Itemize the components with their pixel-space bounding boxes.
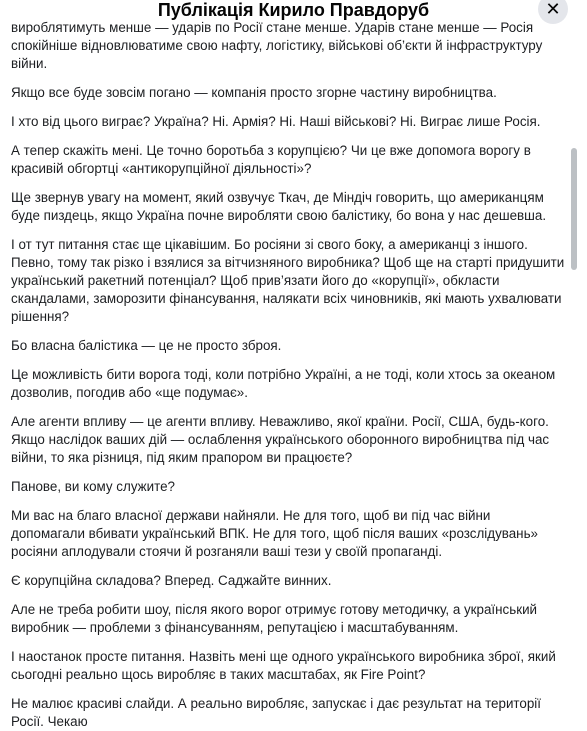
post-paragraph: Ми вас на благо власної держави найняли. Не для того, щоб ви під час війни допомагали вбивати український ВПК. Не для того, щоб після ваших «розслідувань» росіяни аплодували стоячи й розганяли ваші тези у своїй пропаганді. — [11, 508, 538, 559]
dialog-header — [0, 0, 587, 20]
post-paragraph: Панове, ви кому служите? — [11, 479, 175, 494]
scrollbar-thumb[interactable] — [571, 148, 577, 270]
post-paragraph: Але не треба робити шоу, після якого ворог отримує готову методичку, а український виробник — проблеми з фінансуванням, репутацією і масштабуванням. — [11, 602, 538, 635]
post-paragraph: Бо власна балістика — це не просто зброя. — [11, 338, 282, 353]
post-body — [11, 20, 566, 729]
post-paragraph: Є корупційна складова? Вперед. Саджайте винних. — [11, 573, 332, 588]
dialog-title: Публікація Кирило Правдоруб — [157, 0, 430, 20]
post-paragraph: І от тут питання стає ще цікавішим. Бо росіяни зі свого боку, а американці з іншого. Певно, тому так різко і взялися за вітчизняного виробника? Щоб ще на старті придушити український ракетний потенціал? Щоб прив’язати його до «корупції», обкласти скандалами, заморозити фінансування, налякати всіх чиновників, які мають ухвалювати рішення? — [11, 237, 565, 324]
post-paragraph: Якщо все буде зовсім погано — компанія просто згорне частину виробництва. — [11, 85, 497, 100]
post-paragraph: І хто від цього виграє? Україна? Ні. Армія? Ні. Наші військові? Ні. Виграє лише Росія. — [11, 114, 541, 129]
post-paragraph: Але агенти впливу — це агенти впливу. Неважливо, якої країни. Росії, США, будь-кого. Якщо наслідок ваших дій — ослаблення українського оборонного виробництва під час війни, то яка різниця, під яким прапором ви працюєте? — [11, 414, 550, 465]
post-paragraph: Це можливість бити ворога тоді, коли потрібно Україні, а не тоді, коли хтось за океаном дозволив, погодив або «ще подумає». — [11, 367, 556, 400]
close-icon: ✕ — [545, 0, 561, 19]
post-paragraph: вироблятимуть менше — ударів по Росії стане менше. Ударів стане менше — Росія спокійніше відновлюватиме свою нафту, логістику, військові об’єкти й інфраструктуру війни. — [11, 20, 543, 71]
post-paragraph: І наостанок просте питання. Назвіть мені ще одного українського виробника зброї, який сьогодні реально щось виробляє в таких масштабах, як Fire Point? — [11, 649, 556, 682]
post-paragraph: Не малює красиві слайди. А реально виробляє, запускає і дає результат на території Росії. Чекаю — [11, 696, 542, 729]
post-paragraph: Ще звернув увагу на момент, який озвучує Ткач, де Міндіч говорить, що американцям буде пиздець, якщо Україна почне виробляти свою балістику, бо вона у нас дешевша. — [11, 190, 547, 223]
post-paragraph: А тепер скажіть мені. Це точно боротьба з корупцією? Чи це вже допомога ворогу в красивій обгортці «антикорупційної діяльності»? — [11, 143, 531, 176]
